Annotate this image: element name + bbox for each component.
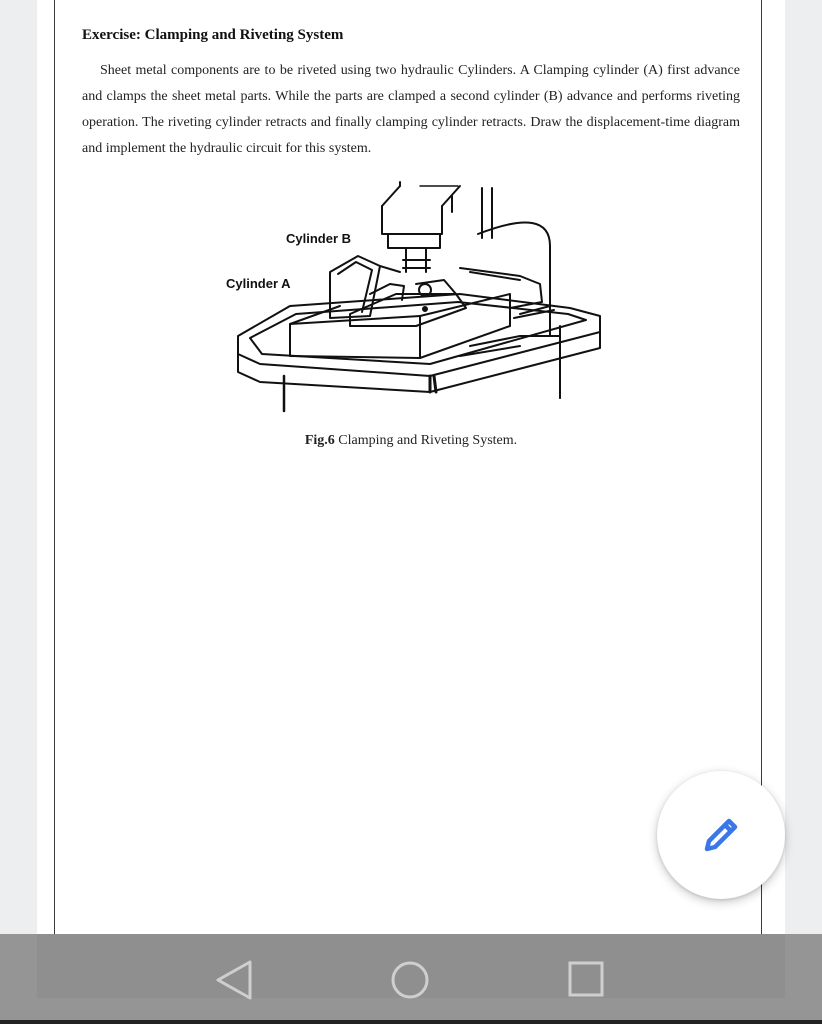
screen-bottom-edge xyxy=(0,1020,822,1024)
home-circle-icon[interactable] xyxy=(388,958,432,1002)
edit-fab-button[interactable] xyxy=(657,771,785,899)
caption-number: Fig.6 xyxy=(304,433,335,448)
pencil-edit-icon xyxy=(699,813,743,857)
figure-caption xyxy=(0,433,822,449)
label-cylinder-a: Cylinder A xyxy=(226,276,291,291)
recents-square-icon[interactable] xyxy=(565,958,609,1002)
label-cylinder-b: Cylinder B xyxy=(286,231,352,246)
exercise-title: Exercise: Clamping and Riveting System xyxy=(82,27,344,43)
clamping-riveting-figure xyxy=(220,176,610,426)
back-triangle-icon[interactable] xyxy=(212,958,256,1002)
caption-text: Clamping and Riveting System. xyxy=(334,433,518,448)
exercise-paragraph: Sheet metal components are to be riveted using two hydraulic Cylinders. A Clamping cylinder (A) first advance and clamps the sheet metal parts. While the parts are clamped a second cylinder (B) advance and performs riveting operation. The riveting cylinder retracts and finally clamping cylinder retracts. Draw the displacement-time diagram and implement the hydraulic circuit for this system. xyxy=(82,63,740,156)
